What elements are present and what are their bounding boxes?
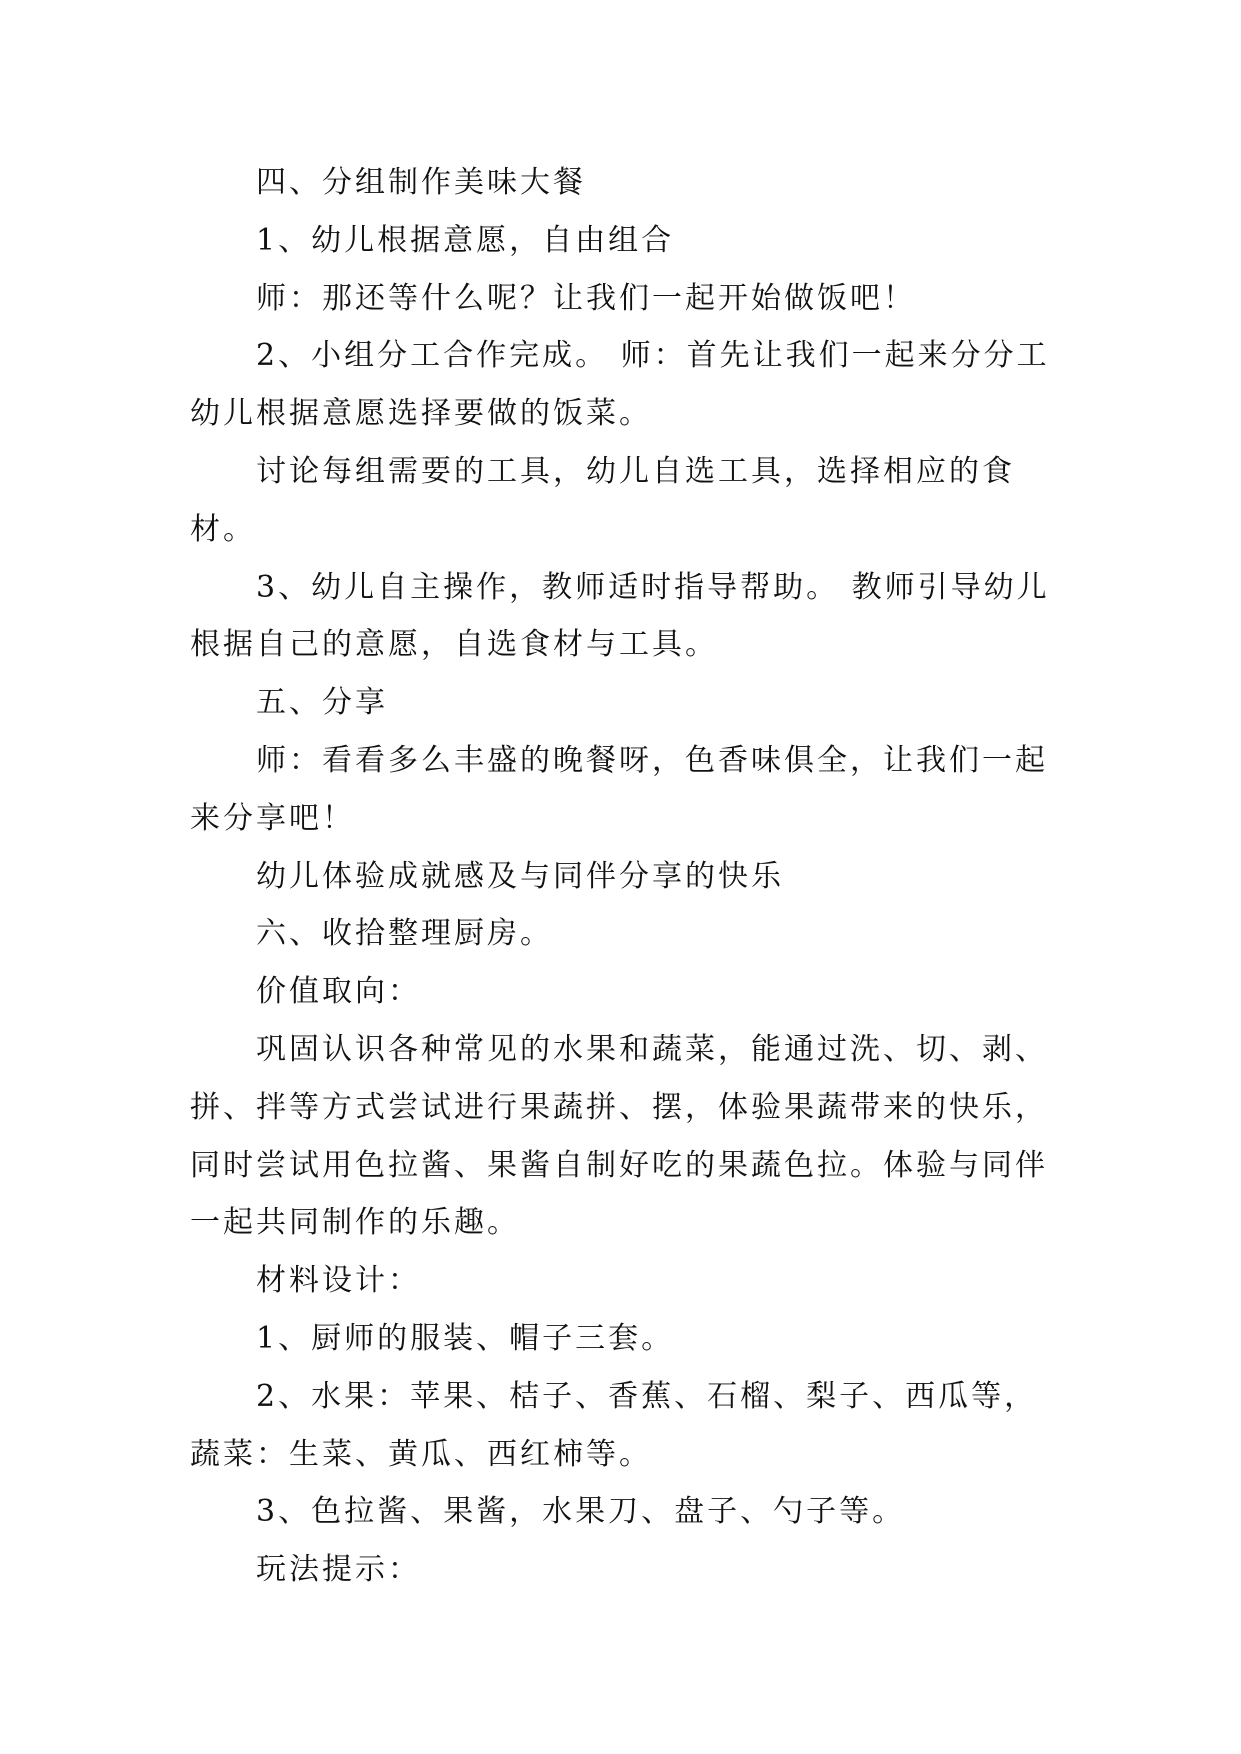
paragraph: 1、幼儿根据意愿，自由组合 <box>256 222 675 258</box>
heading-step-four: 四、分组制作美味大餐 <box>256 165 586 200</box>
paragraph: 师：看看多么丰盛的晚餐呀，色香味俱全，让我们一起来分享吧！ <box>190 742 1048 836</box>
document-body <box>190 154 1070 1599</box>
paragraph: 讨论每组需要的工具，幼儿自选工具，选择相应的食材。 <box>190 453 1015 547</box>
list-item: 1、厨师的服装、帽子三套。 <box>256 1320 675 1356</box>
list-item: 2、水果：苹果、桔子、香蕉、石榴、梨子、西瓜等，蔬菜：生菜、黄瓜、西红柿等。 <box>190 1378 1038 1472</box>
paragraph: 2、小组分工合作完成。 师：首先让我们一起来分分工幼儿根据意愿选择要做的饭菜。 <box>190 338 1050 432</box>
heading-step-five: 五、分享 <box>256 685 388 721</box>
paragraph: 巩固认识各种常见的水果和蔬菜，能通过洗、切、剥、拼、拌等方式尝试进行果蔬拼、摆，体验果蔬带来的快乐，同时尝试用色拉酱、果酱自制好吃的果蔬色拉。体验与同伴一起共同制作的乐趣。 <box>190 1031 1048 1241</box>
list-item: 3、色拉酱、果酱，水果刀、盘子、勺子等。 <box>256 1494 906 1530</box>
section-heading-materials: 材料设计： <box>256 1263 421 1299</box>
paragraph: 幼儿体验成就感及与同伴分享的快乐 <box>256 858 784 894</box>
heading-step-six: 六、收拾整理厨房。 <box>256 916 553 952</box>
paragraph: 3、幼儿自主操作，教师适时指导帮助。 教师引导幼儿根据自己的意愿，自选食材与工具。 <box>190 569 1050 663</box>
section-heading-play-tips: 玩法提示： <box>256 1552 421 1588</box>
section-heading-value: 价值取向： <box>256 974 421 1010</box>
paragraph: 师：那还等什么呢？让我们一起开始做饭吧！ <box>256 280 916 316</box>
